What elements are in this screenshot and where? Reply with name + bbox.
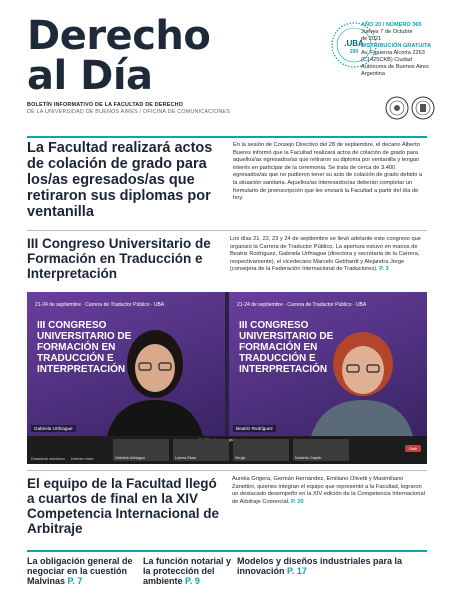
article-2-body-wrap: [230, 236, 427, 274]
slide-title: III CONGRESO UNIVERSITARIO DE FORMACIÓN EN TRADUCCIÓN E INTERPRETACIÓN: [37, 320, 132, 375]
bulletin-line-2: DE LA UNIVERSIDAD DE BUENOS AIRES / OFICINA DE COMUNICACIONES: [27, 109, 231, 115]
participant-name: Lorena Rivas: [175, 456, 197, 460]
teaser-page-ref[interactable]: P. 17: [287, 566, 307, 576]
slide-banner: 21-24 de septiembre · Carrera de Traductor Público · UBA: [35, 302, 165, 308]
participant-tile: [173, 439, 229, 461]
newspaper-title: [27, 13, 211, 99]
uba-seal-icon: [386, 97, 408, 119]
conference-photo: [27, 292, 427, 464]
article-3-page-ref[interactable]: P. 20: [291, 498, 304, 505]
title-line-1: Derecho: [27, 13, 211, 59]
speaker-left-figure: [97, 318, 207, 436]
teaser-text: La función notarial y la protección del ambiente: [143, 556, 232, 586]
divider: [27, 550, 427, 552]
article-3-headline[interactable]: El equipo de la Facultad llegó a cuartos de final en la XIV Competencia Internacional de Arbitraje: [27, 476, 220, 536]
teaser-text: La obligación general de negociar en la cuestión Malvinas: [27, 556, 133, 586]
footer-teaser-3[interactable]: [237, 556, 427, 576]
participant-name: Sergio: [235, 456, 246, 460]
speaker-right-figure: [303, 320, 413, 436]
address-line-4: Argentina: [361, 71, 385, 77]
teaser-page-ref[interactable]: P. 7: [67, 576, 83, 586]
title-line-2: al Día: [27, 53, 153, 99]
video-control: Detener vídeo: [71, 457, 94, 461]
divider: [27, 470, 427, 471]
participant-name: Gabriela Urthiague: [115, 456, 146, 460]
video-panel-right: [229, 292, 427, 436]
footer-teaser-1[interactable]: [27, 556, 137, 586]
issue-info: [361, 22, 454, 78]
participant-tile: [113, 439, 169, 461]
speaker-left-name: Gabriela Urthiague: [31, 425, 76, 432]
institutional-seals: [359, 94, 439, 122]
video-panel-left: [27, 292, 225, 436]
divider: [27, 136, 427, 138]
footer-teaser-2[interactable]: [143, 556, 231, 586]
issue-date-1: Jueves 7 de Octubre: [361, 29, 413, 35]
distribution-label: DISTRIBUCIÓN GRATUITA: [361, 43, 432, 49]
bulletin-line-1: BOLETÍN INFORMATIVO DE LA FACULTAD DE DERECHO: [27, 102, 184, 108]
address-line-3: Autónoma de Buenos Aires: [361, 64, 429, 70]
leave-button: Salir: [405, 445, 421, 452]
faculty-seal-icon: [412, 97, 434, 119]
article-1-body: En la sesión de Consejo Directivo del 28 de septiembre, el decano Alberto Bueres informó que la Facultad realizará actos de colación de grado para aquellos/as egresados/as que retiraron su diploma por ventanilla y tengan interés en participar de la ceremonia. Se trata de cerca de 3.400 egresados/as que no pudieron tener su acto de colación de grado debido a la situación sanitaria. Aquellos/as interesados/as deberán completar un formulario de preinscripción que les enviará la Facultad a partir del día de hoy.: [233, 142, 423, 202]
teaser-page-ref[interactable]: P. 9: [185, 576, 200, 586]
issue-date-2: de 2021: [361, 36, 382, 42]
article-1-headline[interactable]: La Facultad realizará actos de colación de grado para los/as egresados/as que retiraron sus diplomas por ventanilla: [27, 140, 213, 220]
participant-tile: [233, 439, 289, 461]
article-3-body-wrap: [232, 476, 427, 506]
article-3-body: Aurelia Grigera, Germán Hernández, Emiliano Olivetti y Maximiliano Zanettini, quienes integran el equipo que representó a la Facultad, lograron un destacado desempeño en la XIV edición de la Competencia Internacional de Arbitraje Comercial.: [232, 476, 425, 505]
divider: [27, 230, 427, 231]
address-line-1: Av. Figueroa Alcorta 2263: [361, 50, 425, 56]
participants-strip: [27, 436, 427, 464]
participant-name: Norberto Capelo: [295, 456, 322, 460]
article-2-body: Los días 21, 22, 23 y 24 de septiembre se llevó adelante este congreso que organizó la Carrera de Traductor Público. La apertura estuvo en manos de Beatriz Rodríguez, Gabriela Urthiague (directora y secretaria de la Carrera, respectivamente), el vicedecano Marcelo Gebhardt y Alejandra Jorge (consejera de la Federación Internacional de Traductores).: [230, 236, 421, 273]
uba-sub: 200: [349, 49, 359, 55]
slide-banner: 21-24 de septiembre · Carrera de Traductor Público · UBA: [237, 302, 367, 308]
bulletin-caption: [27, 102, 287, 116]
masthead: [27, 13, 432, 116]
participant-tile: [293, 439, 349, 461]
address-line-2: (C1425CKB) Ciudad: [361, 57, 412, 63]
issue-number: AÑO 20 / NÚMERO 365: [361, 22, 422, 28]
speaker-right-name: Beatriz Rodríguez: [233, 425, 276, 432]
article-2-page-ref[interactable]: P. 3: [379, 266, 389, 273]
teaser-text: Modelos y diseños industriales para la innovación: [237, 556, 403, 576]
mute-control: Desactivar micrófono: [31, 457, 65, 461]
slide-title: III CONGRESO UNIVERSITARIO DE FORMACIÓN EN TRADUCCIÓN E INTERPRETACIÓN: [239, 320, 334, 375]
uba-label: .UBA: [344, 39, 364, 48]
article-2-headline[interactable]: III Congreso Universitario de Formación en Traducción e Interpretación: [27, 236, 211, 281]
